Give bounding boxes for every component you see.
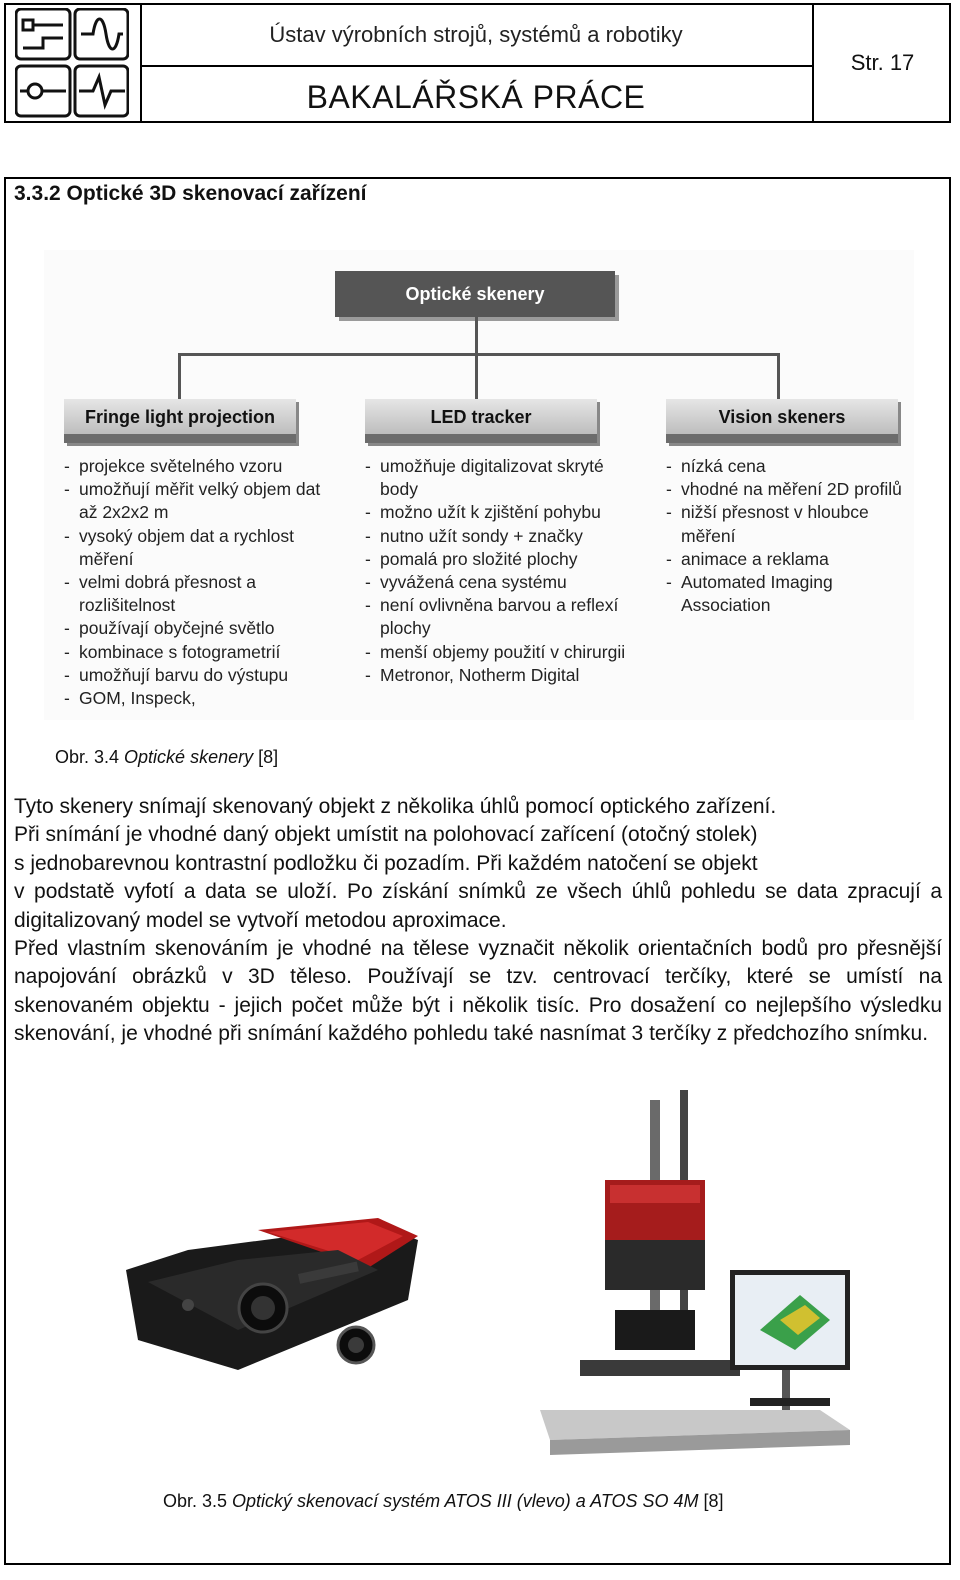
caption-title: Optické skenery [124, 747, 254, 767]
list-item: - umožňuje digitalizovat skryté body [365, 455, 645, 501]
list-item: - nižší přesnost v hloubce měření [666, 501, 906, 547]
caption-ref: [8] [253, 747, 279, 767]
atos-iii-scanner-image [118, 1210, 428, 1380]
branch-list-vision [666, 455, 906, 617]
list-item: - Automated Imaging Association [666, 571, 906, 617]
list-item: - projekce světelného vzoru [64, 455, 334, 478]
list-item: - možno užít k zjištění pohybu [365, 501, 645, 524]
atos-so-4m-image [520, 1080, 880, 1470]
list-item: - vyvážená cena systému [365, 571, 645, 594]
institute-logo [6, 5, 142, 121]
list-item: - GOM, Inspeck, [64, 687, 334, 710]
branch-box-vision: Vision skeners [666, 399, 898, 443]
page-number: Str. 17 [850, 50, 915, 75]
institute-name: Ústav výrobních strojů, systémů a robotiky [140, 5, 812, 67]
header-title [140, 5, 814, 121]
branch-box-led: LED tracker [365, 399, 597, 443]
paragraph: v podstatě vyfotí a data se uloží. Po získání snímků ze všech úhlů pohledu se data zpracují a digitalizovaný model se vytvoří metodou aproximace. [14, 880, 942, 932]
paragraph-line: Tyto skenery snímají skenovaný objekt z několika úhlů pomocí optického zařízení. [14, 795, 777, 818]
figure-caption-2 [163, 1491, 724, 1512]
figure-caption-1 [55, 747, 278, 768]
branch-list-led [365, 455, 645, 687]
list-item: - vysoký objem dat a rychlost měření [64, 525, 334, 571]
list-item: - menší objemy použití v chirurgii [365, 641, 645, 664]
paragraph-line: s jednobarevnou kontrastní podložku či pozadím. Při každém natočení se objekt [14, 851, 758, 875]
branch-list-fringe [64, 455, 334, 710]
list-item: - nutno užít sondy + značky [365, 525, 645, 548]
list-item: - velmi dobrá přesnost a rozlišitelnost [64, 571, 334, 617]
paragraph: Před vlastním skenováním je vhodné na tělese vyznačit několik orientačních bodů pro přesnější napojování obrázků v 3D těleso. Používají se tzv. centrovací terčíky, které se umístí na skenovaném objektu - jejich počet může být i několik tisíc. Pro dosažení co nejlepšího výsledku skenování, je vhodné při snímání každého pohledu také nasnímat 3 terčíky z předchozího snímku. [14, 937, 942, 1046]
paragraph-line: Při snímání je vhodné daný objekt umístit na polohovací zařícení (otočný stolek) [14, 823, 758, 847]
list-item: - kombinace s fotogrametrií [64, 641, 334, 664]
branch-box-fringe: Fringe light projection [64, 399, 296, 443]
list-item: - animace a reklama [666, 548, 906, 571]
connector-horizontal [178, 353, 780, 356]
caption-ref: [8] [698, 1491, 724, 1511]
list-item: - používají obyčejné světlo [64, 617, 334, 640]
connector-root [475, 317, 478, 355]
list-item: - není ovlivněna barvou a reflexí plochy [365, 594, 645, 640]
caption-prefix: Obr. 3.5 [163, 1491, 233, 1511]
list-item: - Metronor, Notherm Digital [365, 664, 645, 687]
institute-logo-icon [15, 8, 129, 118]
page-header [4, 3, 951, 123]
caption-title: Optický skenovací systém ATOS III (vlevo) a ATOS SO 4M [232, 1491, 699, 1511]
list-item: - vhodné na měření 2D profilů [666, 478, 906, 501]
section-heading: 3.3.2 Optické 3D skenovací zařízení [14, 182, 367, 205]
list-item: - nízká cena [666, 455, 906, 478]
connector-middle [475, 353, 478, 399]
diagram-root-box: Optické skenery [335, 271, 615, 317]
document-type: BAKALÁŘSKÁ PRÁCE [306, 79, 646, 115]
optical-scanners-diagram [44, 250, 914, 720]
caption-prefix: Obr. 3.4 [55, 747, 125, 767]
list-item: - pomalá pro složité plochy [365, 548, 645, 571]
connector-right [777, 353, 780, 399]
body-text [14, 793, 942, 1049]
list-item: - umožňují měřit velký objem dat až 2x2x2 m [64, 478, 334, 524]
connector-left [178, 353, 181, 399]
list-item: - umožňují barvu do výstupu [64, 664, 334, 687]
